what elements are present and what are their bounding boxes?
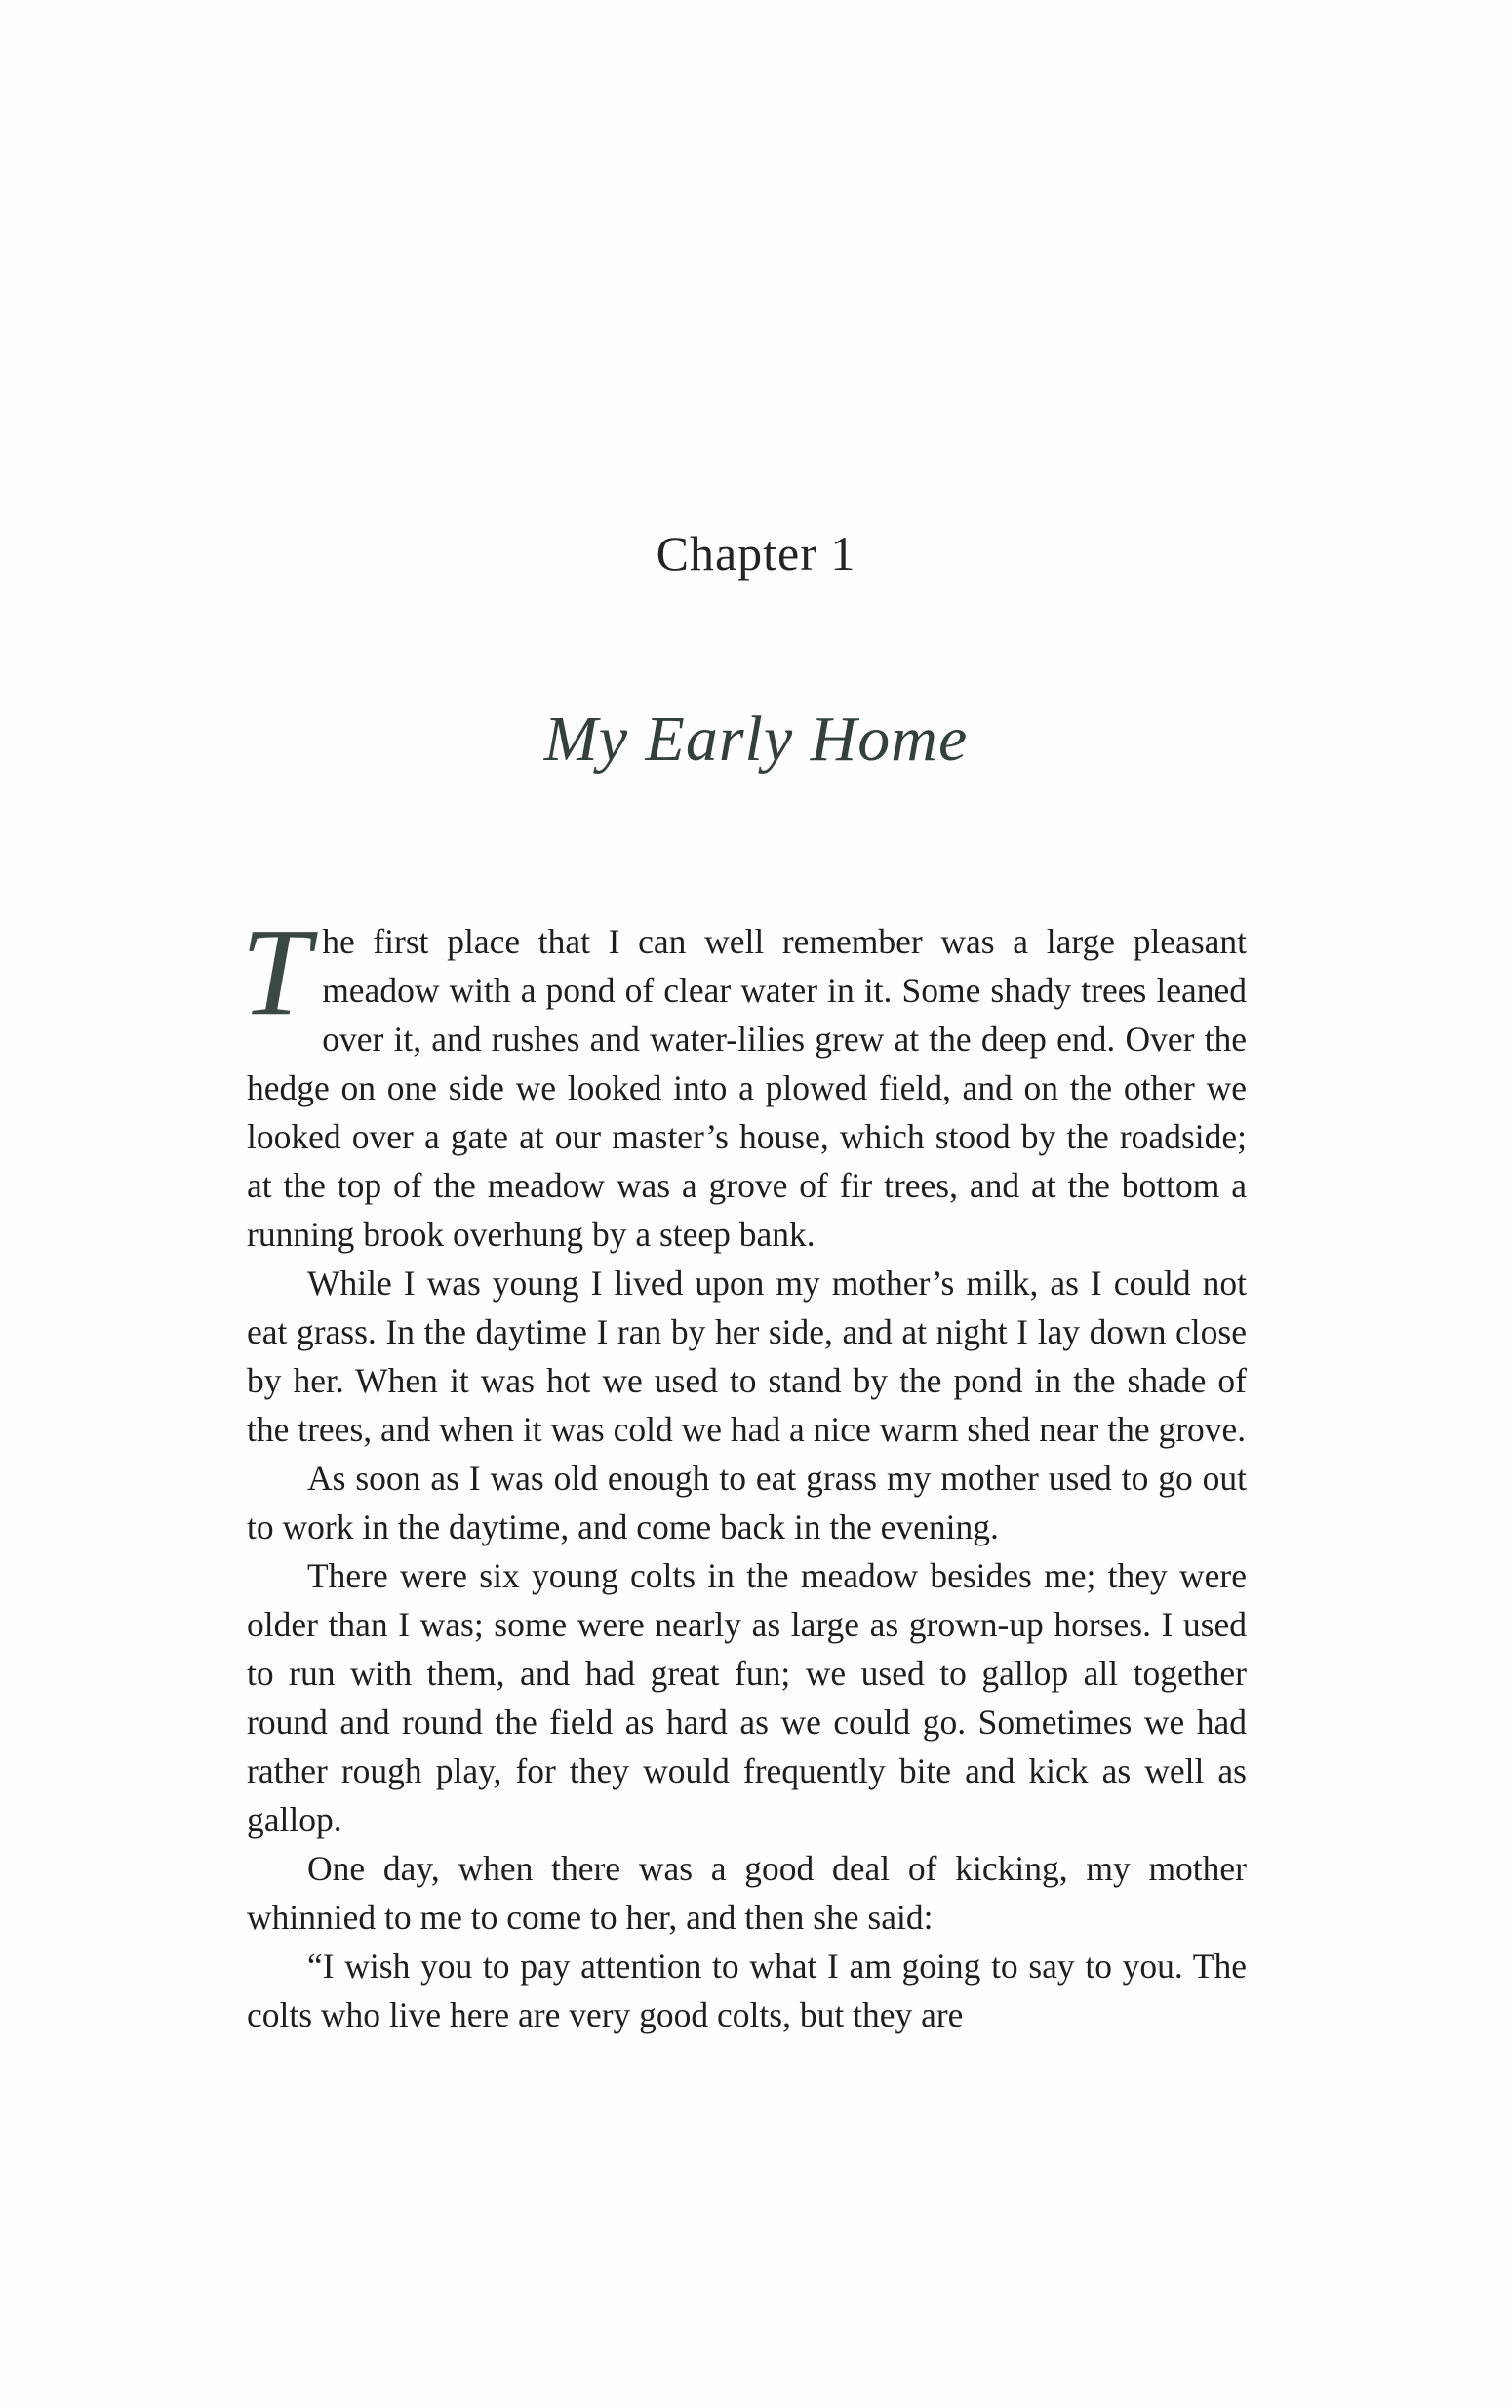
paragraph-2: While I was young I lived upon my mother’s milk, as I could not eat grass. In the daytime I ran by her side, and at night I lay down close by her. When it was hot we used to stand by the pond in the shade of the trees, and when it was cold we had a nice warm shed near the grove. <box>247 1264 1247 1449</box>
paragraph-3: As soon as I was old enough to eat grass my mother used to go out to work in the daytime, and come back in the evening. <box>247 1459 1247 1546</box>
chapter-body <box>241 903 1247 2039</box>
paragraph-5: One day, when there was a good deal of kicking, my mother whinnied to me to come to her, and then she said: <box>247 1849 1247 1937</box>
chapter-number: Chapter 1 <box>656 526 856 581</box>
chapter-title: My Early Home <box>543 703 969 775</box>
paragraph-1-text: he first place that I can well remember was a large pleasant meadow with a pond of clear water in it. Some shady trees leaned over it, and rushes and water-lilies grew at the deep end. Over the hedge on one side we looked into a plowed field, and on the other we looked over a gate at our master’s house, which stood by the roadside; at the top of the meadow was a grove of fir trees, and at the bottom a running brook overhung by a steep bank. <box>247 922 1247 1254</box>
paragraph-4: There were six young colts in the meadow besides me; they were older than I was; some were nearly as large as grown-up horses. I used to run with them, and had great fun; we used to gallop all together round and round the field as hard as we could go. Sometimes we had rather rough play, for they would frequently bite and kick as well as gallop. <box>247 1556 1247 1839</box>
paragraph-6: “I wish you to pay attention to what I am going to say to you. The colts who live here are very good colts, but they are <box>247 1946 1247 2034</box>
drop-cap: T <box>241 903 311 1041</box>
paragraph-1 <box>241 903 1247 1259</box>
